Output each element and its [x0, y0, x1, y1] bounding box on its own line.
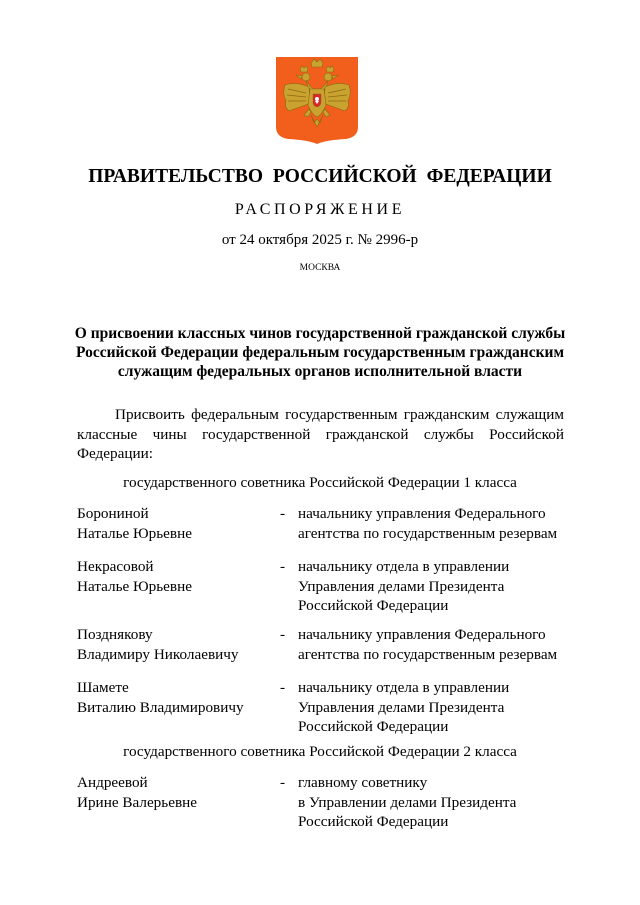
employee-name: Шамете Виталию Владимировичу — [77, 679, 244, 716]
rank-heading-2-class: государственного советника Российской Федерации 2 класса — [123, 743, 517, 760]
rank-heading-1-class: государственного советника Российской Федерации 1 класса — [123, 474, 517, 491]
government-title: ПРАВИТЕЛЬСТВО РОССИЙСКОЙ ФЕДЕРАЦИИ — [88, 166, 552, 187]
document-date-number: от 24 октября 2025 г. № 2996-р — [221, 232, 419, 248]
separator-dash: - — [280, 679, 286, 696]
employee-position: начальнику отдела в управлении Управления делами Президента Российской Федерации — [298, 558, 510, 614]
employee-name: Некрасовой Наталье Юрьевне — [77, 558, 192, 595]
city: МОСКВА — [299, 263, 341, 273]
employee-name: Борониной Наталье Юрьевне — [77, 505, 192, 542]
document-subject: О присвоении классных чинов государственной гражданской службы Российской Федерации федеральным государственным гражданским служащим федеральных органов исполнительной власти — [74, 325, 566, 380]
separator-dash: - — [280, 558, 286, 575]
employee-position: начальнику управления Федерального агентства по государственным резервам — [298, 626, 558, 663]
separator-dash: - — [280, 626, 286, 643]
document-type: РАСПОРЯЖЕНИЕ — [234, 201, 406, 218]
separator-dash: - — [280, 505, 286, 522]
employee-position: начальнику отдела в управлении Управления делами Президента Российской Федерации — [298, 679, 510, 735]
employee-position: главному советнику в Управлении делами Президента Российской Федерации — [298, 774, 517, 830]
coat-of-arms-emblem — [276, 57, 358, 144]
double-headed-eagle-icon — [276, 57, 358, 144]
employee-name: Андреевой Ирине Валерьевне — [77, 774, 197, 811]
intro-paragraph: Присвоить федеральным государственным гражданским служащим классные чины государственной гражданской службы Российской Федерации: — [77, 406, 564, 462]
employee-name: Позднякову Владимиру Николаевичу — [77, 626, 239, 663]
separator-dash: - — [280, 774, 286, 791]
employee-position: начальнику управления Федерального агентства по государственным резервам — [298, 505, 558, 542]
